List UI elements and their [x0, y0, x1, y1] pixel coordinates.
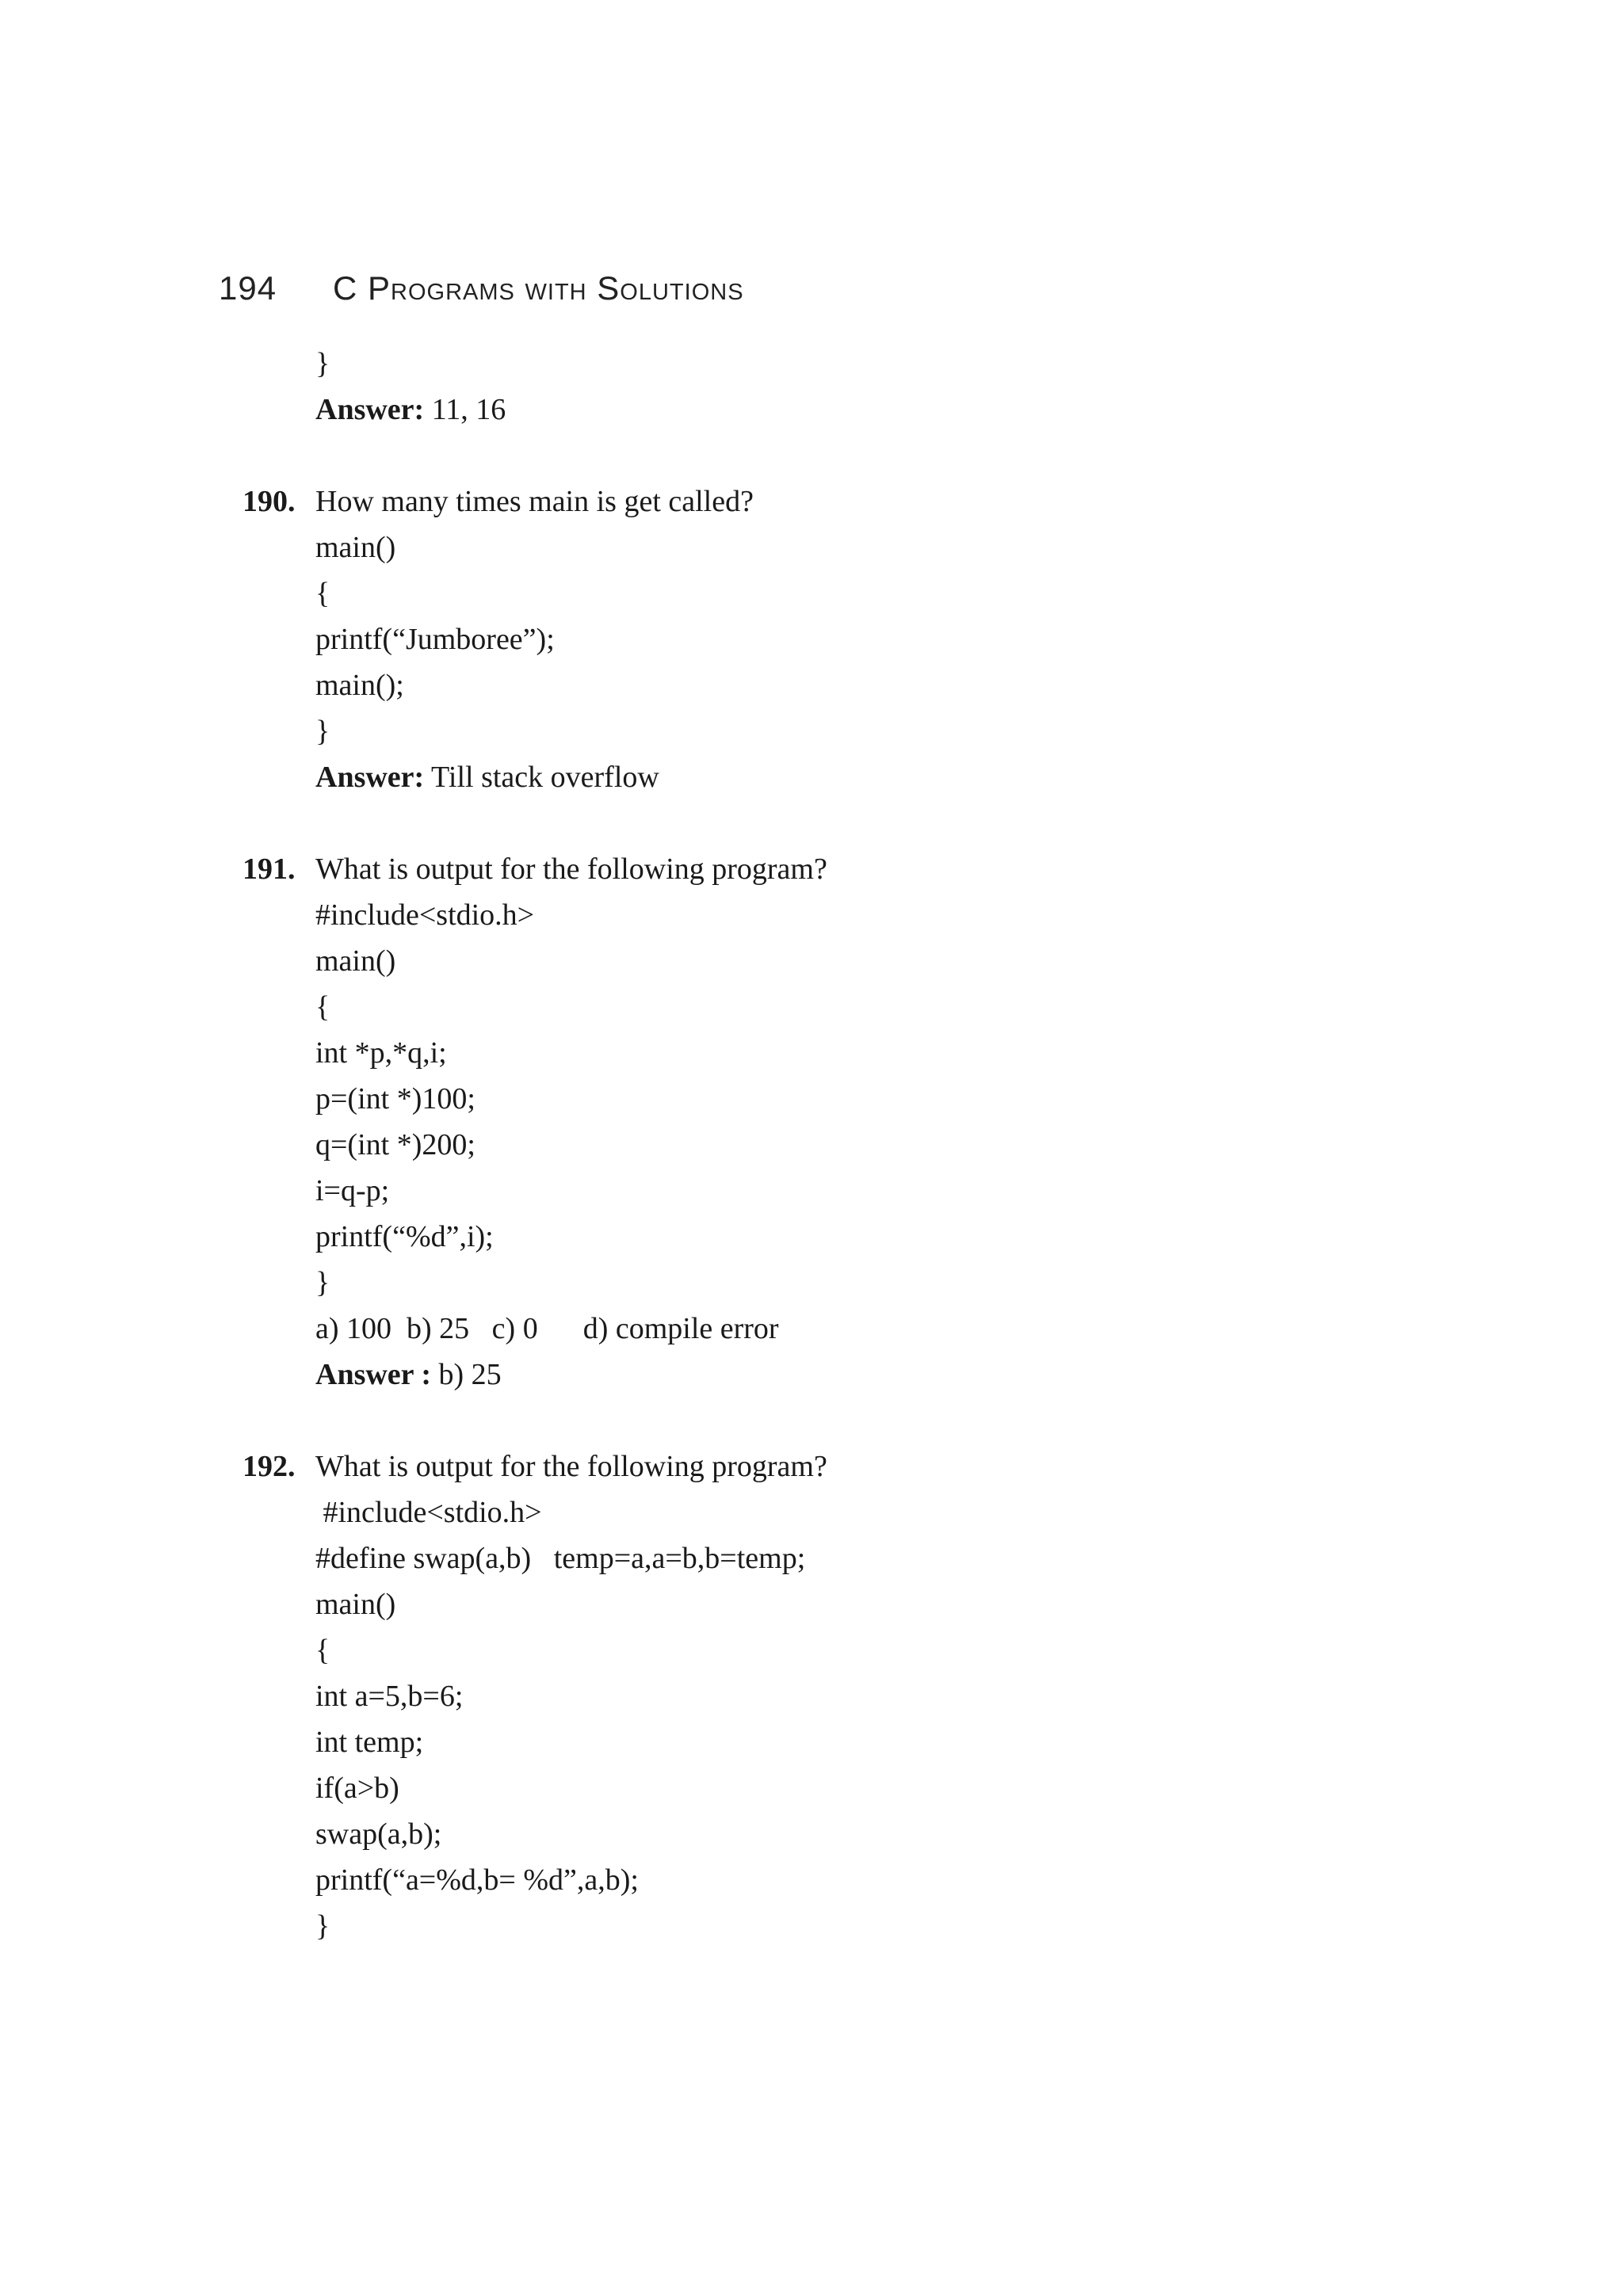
code-line: main() — [315, 531, 396, 564]
code-line: } — [315, 1909, 330, 1943]
code-line: int a=5,b=6; — [315, 1680, 464, 1713]
page-number: 194 — [219, 269, 277, 307]
answer-line — [315, 387, 506, 433]
code-line: printf(“%d”,i); — [315, 1220, 494, 1253]
question-prompt: How many times main is get called? — [315, 485, 754, 518]
answer-line — [315, 754, 659, 800]
code-line: i=q-p; — [315, 1174, 390, 1207]
code-line: if(a>b) — [315, 1772, 399, 1805]
answer-value: 11, 16 — [424, 393, 506, 426]
question-number: 192. — [242, 1450, 296, 1483]
code-line: main() — [315, 944, 396, 978]
answer-label: Answer : — [315, 1358, 432, 1391]
question-number: 191. — [242, 852, 296, 886]
code-line: main() — [315, 1588, 396, 1621]
code-line: int temp; — [315, 1726, 424, 1759]
answer-label: Answer: — [315, 393, 425, 426]
answer-line — [315, 1352, 502, 1398]
code-line: swap(a,b); — [315, 1817, 442, 1851]
code-line: #define swap(a,b) temp=a,a=b,b=temp; — [315, 1542, 806, 1575]
answer-value: Till stack overflow — [424, 761, 659, 794]
question-prompt: What is output for the following program? — [315, 852, 827, 886]
code-line: printf(“Jumboree”); — [315, 623, 555, 656]
code-line: q=(int *)200; — [315, 1128, 475, 1161]
question-prompt: What is output for the following program? — [315, 1450, 827, 1483]
answer-label: Answer: — [315, 761, 425, 794]
code-line: #include<stdio.h> — [315, 1496, 542, 1529]
code-line: } — [315, 347, 330, 380]
code-line: printf(“a=%d,b= %d”,a,b); — [315, 1863, 639, 1897]
page-header — [219, 269, 744, 307]
code-line: } — [315, 715, 330, 748]
code-line: int *p,*q,i; — [315, 1036, 447, 1070]
answer-options: a) 100 b) 25 c) 0 d) compile error — [315, 1312, 779, 1345]
code-line: p=(int *)100; — [315, 1082, 475, 1116]
question-number: 190. — [242, 485, 296, 518]
code-line: { — [315, 577, 330, 610]
code-line: { — [315, 990, 330, 1024]
code-line: main(); — [315, 669, 404, 702]
code-line: { — [315, 1634, 330, 1667]
answer-value: b) 25 — [431, 1358, 502, 1391]
code-line: #include<stdio.h> — [315, 898, 535, 932]
running-title: C Programs with Solutions — [333, 269, 744, 307]
code-line: } — [315, 1266, 330, 1299]
